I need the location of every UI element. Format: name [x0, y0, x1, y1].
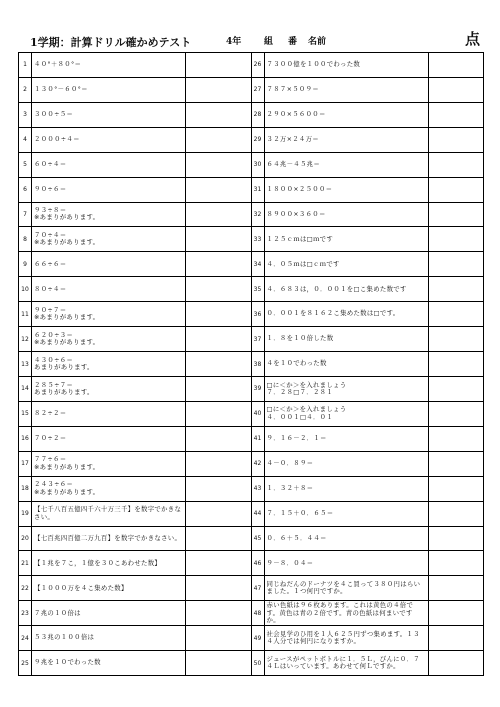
question-number: 33: [252, 227, 265, 251]
question-text-cell: [265, 576, 429, 600]
question-row: [19, 128, 251, 153]
question-text-cell: [265, 153, 429, 177]
question-text-cell: [32, 252, 186, 276]
question-text-cell: [265, 252, 429, 276]
question-text: ４３０÷６＝ あまりがあります。: [34, 355, 94, 372]
question-number: 21: [19, 551, 32, 575]
question-text: ４．０５ｍは□ｃｍです: [266, 259, 340, 268]
question-text-cell: [265, 477, 429, 501]
question-text-cell: [32, 53, 186, 77]
question-text: ９３÷８＝ ※あまりがあります。: [34, 206, 100, 222]
question-row: [19, 327, 251, 352]
question-number: 25: [19, 651, 32, 675]
question-table: [18, 52, 484, 676]
question-text: ３２万×２４万＝: [266, 135, 319, 144]
question-number: 12: [19, 327, 32, 351]
question-number: 30: [252, 153, 265, 177]
question-text-cell: [265, 277, 429, 301]
question-text: 【七千八百五億四千六十万三千】を数字でかきなさい。: [34, 505, 182, 521]
question-text-cell: [265, 227, 429, 251]
answer-cell[interactable]: [429, 78, 484, 102]
answer-cell[interactable]: [186, 203, 251, 227]
question-text: ジュースがペットボトルに１．５Ｌ，びんに０．７４Ｌはいっています。あわせて何Ｌですか。: [266, 654, 420, 671]
answer-cell[interactable]: [186, 178, 251, 202]
question-column-left: [19, 53, 252, 675]
question-text-cell: [32, 651, 186, 675]
answer-cell[interactable]: [429, 427, 484, 451]
question-text: 【１０００万を４こ集めた数】: [34, 583, 128, 592]
answer-cell[interactable]: [186, 527, 251, 551]
answer-cell[interactable]: [186, 78, 251, 102]
answer-cell[interactable]: [429, 651, 484, 675]
answer-cell[interactable]: [186, 377, 251, 401]
answer-cell[interactable]: [186, 227, 251, 251]
question-text-cell: [265, 78, 429, 102]
question-row: [19, 452, 251, 477]
question-row: [252, 551, 484, 576]
question-number: 16: [19, 427, 32, 451]
question-number: 49: [252, 626, 265, 650]
question-text: ０．００１を８１６２こ集めた数は□です。: [266, 309, 400, 318]
answer-cell[interactable]: [186, 601, 251, 625]
answer-cell[interactable]: [429, 252, 484, 276]
question-text-cell: [265, 527, 429, 551]
question-text-cell: [32, 427, 186, 451]
question-row: [19, 53, 251, 78]
question-text-cell: [32, 227, 186, 251]
question-number: 38: [252, 352, 265, 376]
question-row: [252, 103, 484, 128]
question-row: [252, 427, 484, 452]
answer-cell[interactable]: [429, 452, 484, 476]
question-number: 39: [252, 377, 265, 401]
worksheet-header: [30, 30, 480, 50]
question-row: [19, 78, 251, 103]
answer-cell[interactable]: [429, 128, 484, 152]
answer-cell[interactable]: [429, 601, 484, 625]
answer-cell[interactable]: [186, 551, 251, 575]
question-row: [252, 576, 484, 601]
question-text: ２４３÷６＝ ※あまりがあります。: [34, 480, 100, 496]
question-row: [252, 327, 484, 352]
question-text-cell: [32, 153, 186, 177]
question-number: 26: [252, 53, 265, 77]
grade-label: 4年: [226, 37, 242, 47]
worksheet-title: 1学期：計算ドリル確かめテスト: [30, 36, 192, 49]
question-row: [252, 352, 484, 377]
class-label: 組: [264, 37, 274, 47]
question-number: 23: [19, 601, 32, 625]
question-row: [19, 178, 251, 203]
number-label: 番: [288, 37, 298, 47]
answer-cell[interactable]: [429, 502, 484, 526]
answer-cell[interactable]: [186, 576, 251, 600]
question-row: [252, 477, 484, 502]
question-number: 28: [252, 103, 265, 127]
question-row: [252, 527, 484, 552]
question-text: ７０÷４＝ ※あまりがあります。: [34, 231, 100, 247]
question-text: □に＜か＞を入れましょう ７．２８□７．２８１: [266, 380, 347, 396]
question-text: 赤い色紙は９６枚あります。これは黄色の４倍です。黄色は青の２倍です。青の色紙は何まいですか。: [266, 601, 414, 624]
question-number: 14: [19, 377, 32, 401]
answer-cell[interactable]: [186, 302, 251, 326]
answer-cell[interactable]: [186, 153, 251, 177]
question-row: [19, 377, 251, 402]
question-number: 9: [19, 252, 32, 276]
question-text-cell: [32, 626, 186, 650]
question-row: [19, 277, 251, 302]
question-row: [252, 203, 484, 228]
question-number: 15: [19, 402, 32, 426]
question-row: [252, 153, 484, 178]
question-text-cell: [32, 178, 186, 202]
question-row: [252, 651, 484, 675]
question-text: ４を１０でわった数: [266, 359, 327, 368]
question-text: ６０÷４＝: [34, 159, 67, 168]
question-text: ０．６＋５．４４＝: [266, 533, 327, 542]
question-text-cell: [265, 327, 429, 351]
question-number: 10: [19, 277, 32, 301]
question-text: ５３兆の１００倍は: [34, 633, 95, 642]
answer-cell[interactable]: [186, 427, 251, 451]
question-text: 【１兆を７こ，１億を３０こあわせた数】: [34, 558, 162, 567]
answer-cell[interactable]: [429, 551, 484, 575]
question-row: [19, 302, 251, 327]
question-text-cell: [32, 377, 186, 401]
question-row: [252, 277, 484, 302]
question-text-cell: [265, 178, 429, 202]
question-number: 6: [19, 178, 32, 202]
score-label: 点: [464, 30, 480, 48]
question-row: [252, 502, 484, 527]
question-text-cell: [265, 103, 429, 127]
question-text-cell: [32, 502, 186, 526]
question-text-cell: [265, 352, 429, 376]
question-text-cell: [32, 302, 186, 326]
question-row: [252, 53, 484, 78]
question-number: 47: [252, 576, 265, 600]
question-text-cell: [265, 427, 429, 451]
question-number: 2: [19, 78, 32, 102]
answer-cell[interactable]: [186, 452, 251, 476]
question-number: 18: [19, 477, 32, 501]
question-text-cell: [32, 452, 186, 476]
question-text-cell: [32, 277, 186, 301]
question-row: [252, 601, 484, 626]
question-row: [252, 452, 484, 477]
question-text: ９０÷６＝: [34, 184, 67, 193]
answer-cell[interactable]: [429, 302, 484, 326]
answer-cell[interactable]: [429, 402, 484, 426]
question-number: 27: [252, 78, 265, 102]
question-text-cell: [265, 452, 429, 476]
question-row: [19, 352, 251, 377]
question-number: 35: [252, 277, 265, 301]
question-row: [252, 128, 484, 153]
answer-cell[interactable]: [186, 352, 251, 376]
question-number: 24: [19, 626, 32, 650]
question-text: ４．６８３は，０．００１を□こ集めた数です: [266, 284, 407, 293]
question-row: [252, 178, 484, 203]
question-text-cell: [265, 651, 429, 675]
question-number: 8: [19, 227, 32, 251]
question-row: [252, 402, 484, 427]
question-text: □に＜か＞を入れましょう ４．００１□４．０１: [266, 405, 347, 421]
question-text: ６６÷６＝: [34, 259, 67, 268]
question-column-right: [252, 53, 484, 675]
question-text: １２５ｃｍは□ｍです: [266, 234, 334, 243]
answer-cell[interactable]: [186, 103, 251, 127]
question-text-cell: [265, 601, 429, 625]
question-text-cell: [32, 327, 186, 351]
question-row: [19, 527, 251, 552]
question-text-cell: [265, 302, 429, 326]
name-label: 名前: [308, 37, 327, 47]
question-number: 17: [19, 452, 32, 476]
answer-cell[interactable]: [429, 227, 484, 251]
question-row: [252, 377, 484, 402]
question-text-cell: [32, 128, 186, 152]
question-row: [19, 576, 251, 601]
question-text: ８２÷２＝: [34, 409, 67, 418]
question-number: 11: [19, 302, 32, 326]
question-number: 29: [252, 128, 265, 152]
question-number: 4: [19, 128, 32, 152]
question-row: [19, 551, 251, 576]
question-text: ９０÷７＝ ※あまりがあります。: [34, 305, 100, 322]
question-text-cell: [265, 128, 429, 152]
question-text: １．８を１０倍した数: [266, 334, 334, 343]
question-row: [19, 601, 251, 626]
question-text-cell: [32, 78, 186, 102]
question-number: 42: [252, 452, 265, 476]
question-text-cell: [32, 527, 186, 551]
answer-cell[interactable]: [186, 128, 251, 152]
question-number: 20: [19, 527, 32, 551]
question-row: [19, 477, 251, 502]
question-text-cell: [32, 203, 186, 227]
answer-cell[interactable]: [186, 327, 251, 351]
question-text-cell: [32, 352, 186, 376]
question-text-cell: [32, 477, 186, 501]
question-number: 19: [19, 502, 32, 526]
question-text: ８０÷４＝: [34, 284, 67, 293]
question-number: 32: [252, 203, 265, 227]
question-number: 36: [252, 302, 265, 326]
question-number: 13: [19, 352, 32, 376]
question-text: ３００÷５＝: [34, 110, 74, 119]
question-text-cell: [32, 576, 186, 600]
question-row: [19, 252, 251, 277]
answer-cell[interactable]: [429, 203, 484, 227]
question-text: 社会見学のひ用を１人６２５円ずつ集めます。１３４人分では何円になりますか。: [266, 629, 420, 646]
question-number: 48: [252, 601, 265, 625]
question-text-cell: [265, 626, 429, 650]
question-row: [19, 203, 251, 228]
question-text: ７兆の１０倍は: [34, 608, 81, 617]
answer-cell[interactable]: [429, 527, 484, 551]
answer-cell[interactable]: [429, 53, 484, 77]
question-text: ７．１５＋０．６５＝: [266, 508, 334, 517]
question-text: ６２０÷３＝ ※あまりがあります。: [34, 330, 100, 347]
answer-cell[interactable]: [186, 252, 251, 276]
question-text: ７０÷２＝: [34, 434, 67, 443]
question-number: 50: [252, 651, 265, 675]
answer-cell[interactable]: [429, 477, 484, 501]
question-text: ６４兆－４５兆＝: [266, 159, 321, 168]
question-number: 7: [19, 203, 32, 227]
question-text: ２９０×５６００＝: [266, 110, 326, 119]
question-text: ２０００÷４＝: [34, 135, 80, 144]
question-row: [252, 78, 484, 103]
question-text-cell: [32, 551, 186, 575]
question-row: [19, 402, 251, 427]
question-text: ２８５÷７＝ あまりがあります。: [34, 380, 94, 396]
question-number: 46: [252, 551, 265, 575]
answer-cell[interactable]: [429, 327, 484, 351]
question-row: [19, 103, 251, 128]
answer-cell[interactable]: [186, 626, 251, 650]
answer-cell[interactable]: [186, 53, 251, 77]
question-text-cell: [32, 601, 186, 625]
answer-cell[interactable]: [186, 402, 251, 426]
question-text: ８９００×３６０＝: [266, 209, 326, 218]
question-number: 31: [252, 178, 265, 202]
question-row: [19, 626, 251, 651]
question-number: 34: [252, 252, 265, 276]
question-text: 同じねだんのドーナツを４こ買って３８０円はらいました。１つ何円ですか。: [266, 579, 421, 596]
question-row: [252, 626, 484, 651]
question-row: [19, 227, 251, 252]
answer-cell[interactable]: [186, 277, 251, 301]
answer-cell[interactable]: [429, 153, 484, 177]
answer-cell[interactable]: [429, 277, 484, 301]
question-number: 1: [19, 53, 32, 77]
answer-cell[interactable]: [186, 651, 251, 675]
question-row: [252, 302, 484, 327]
answer-cell[interactable]: [429, 103, 484, 127]
question-text: ９－８．０４＝: [266, 558, 314, 567]
question-text-cell: [265, 53, 429, 77]
question-text: ７８７×５０９＝: [266, 85, 319, 94]
question-text: ９兆を１０でわった数: [34, 658, 101, 667]
answer-cell[interactable]: [429, 377, 484, 401]
question-text-cell: [265, 203, 429, 227]
question-number: 40: [252, 402, 265, 426]
question-text: １３０°－６０°＝: [34, 85, 88, 94]
question-row: [19, 427, 251, 452]
question-row: [19, 502, 251, 527]
question-text-cell: [265, 402, 429, 426]
question-number: 43: [252, 477, 265, 501]
question-text: ７３００億を１００でわった数: [266, 60, 361, 69]
question-text-cell: [265, 502, 429, 526]
question-text-cell: [32, 402, 186, 426]
question-row: [19, 153, 251, 178]
answer-cell[interactable]: [186, 502, 251, 526]
question-number: 41: [252, 427, 265, 451]
question-row: [252, 227, 484, 252]
answer-cell[interactable]: [429, 352, 484, 376]
question-text-cell: [265, 377, 429, 401]
question-text: ４０°＋８０°＝: [34, 60, 82, 69]
question-text: ４－０．８９＝: [266, 459, 314, 467]
question-number: 37: [252, 327, 265, 351]
question-text: ７７÷６＝ ※あまりがあります。: [34, 455, 100, 471]
question-text-cell: [32, 103, 186, 127]
question-number: 45: [252, 527, 265, 551]
question-row: [19, 651, 251, 675]
answer-cell[interactable]: [186, 477, 251, 501]
question-number: 44: [252, 502, 265, 526]
question-text: ９．１６－２．１＝: [266, 434, 327, 443]
question-text: １８００×２５００＝: [266, 184, 333, 193]
answer-cell[interactable]: [429, 178, 484, 202]
question-number: 5: [19, 153, 32, 177]
question-number: 3: [19, 103, 32, 127]
question-number: 22: [19, 576, 32, 600]
question-row: [252, 252, 484, 277]
question-text-cell: [265, 551, 429, 575]
answer-cell[interactable]: [429, 626, 484, 650]
question-text: １．３２＋８＝: [266, 483, 314, 492]
answer-cell[interactable]: [429, 576, 484, 600]
question-text: 【七百兆四百億二万九百】を数字でかきなさい。: [34, 533, 182, 542]
